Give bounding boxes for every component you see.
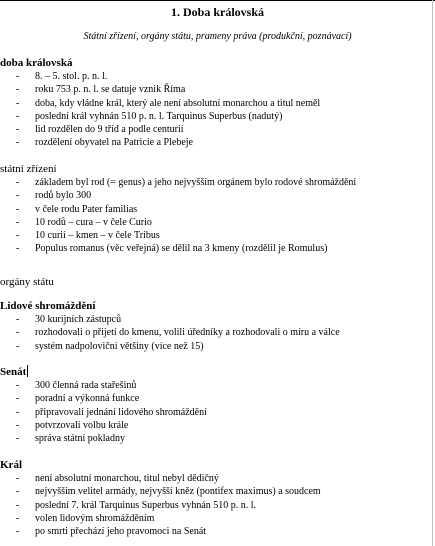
list-item: - základem byl rod (= genus) a jeho nejvyšším orgánem bylo rodové shromáždění	[16, 177, 357, 188]
section-heading: Lidové shromáždění	[0, 300, 96, 312]
section-heading: Král	[0, 459, 22, 471]
list-item: - 10 curií – kmen – v čele Tribus	[16, 230, 160, 242]
list-item: - 8. – 5. stol. p. n. l.	[16, 71, 108, 82]
section-heading: státní zřízení	[0, 163, 57, 175]
list-item: - není absolutní monarchou, titul nebyl dědičný	[16, 473, 219, 484]
list-item: - roku 753 p. n. l. se datuje vznik Říma	[16, 84, 186, 96]
list-marker: -	[16, 216, 20, 228]
list-item: - v čele rodu Pater familias	[16, 203, 138, 215]
document-subtitle: Státní zřízení, orgány státu, prameny práva (produkční, poznávací)	[83, 31, 352, 42]
section-doba-kralovska	[0, 56, 320, 150]
list-marker: -	[16, 327, 20, 339]
list-marker: -	[16, 419, 20, 431]
section-list	[0, 313, 340, 353]
list-marker: -	[16, 406, 20, 418]
list-marker: -	[16, 97, 20, 109]
list-marker: -	[16, 230, 20, 242]
list-marker: -	[16, 190, 20, 202]
list-item: - systém nadpoloviční většiny (více než 15)	[16, 340, 204, 352]
section-list	[0, 379, 207, 445]
list-item: - rozhodovali o přijetí do kmenu, volili úředníky a rozhodovali o míru a válce	[16, 327, 340, 339]
section-list	[0, 176, 356, 256]
section-senat	[0, 365, 207, 445]
list-item: - potvrzovali volbu krále	[16, 419, 129, 431]
list-marker: -	[16, 124, 20, 136]
page-right-edge	[432, 0, 433, 546]
document-title: 1. Doba královská	[170, 5, 265, 19]
page-top-border	[0, 0, 435, 1]
list-item: - poslední 7. král Tarquinus Superbus vyhnán 510 p. n. l.	[16, 499, 257, 511]
list-marker: -	[16, 314, 20, 325]
list-marker: -	[16, 110, 20, 122]
text-cursor	[27, 365, 28, 377]
list-marker: -	[16, 243, 20, 255]
list-item: - poslední král vyhnán 510 p. n. l. Tarquinus Superbus (nadutý)	[16, 110, 283, 122]
list-item: - rozdělení obyvatel na Patricie a Plebeje	[16, 137, 193, 149]
list-item: - lid rozdělen do 9 tříd a podle centurií	[16, 124, 184, 136]
list-item: - 300 členná rada stařešinů	[16, 380, 137, 391]
list-marker: -	[16, 486, 20, 498]
section-statni-zrizeni	[0, 162, 356, 256]
list-marker: -	[16, 433, 20, 445]
list-item: - správa státní pokladny	[16, 433, 125, 445]
list-marker: -	[16, 177, 20, 188]
section-kral	[0, 458, 321, 538]
list-marker: -	[16, 473, 20, 484]
list-item: - připravovali jednání lidového shromáždění	[16, 406, 207, 418]
list-item: - nejvyšším velitel armády, nejvyšší kněz (pontifex maximus) a soudcem	[16, 486, 321, 498]
section-lidove-shromazdeni	[0, 299, 340, 353]
section-heading: doba královská	[0, 57, 73, 69]
list-item: - rodů bylo 300	[16, 190, 92, 202]
list-marker: -	[16, 71, 20, 82]
list-item: - Populus romanus (věc veřejná) se dělil na 3 kmeny (rozdělil je Romulus)	[16, 243, 328, 255]
list-item: - 10 rodů – cura – v čele Curio	[16, 216, 152, 228]
section-list	[0, 472, 321, 538]
list-marker: -	[16, 393, 20, 405]
list-marker: -	[16, 499, 20, 511]
list-marker: -	[16, 340, 20, 352]
section-organy-statu	[0, 275, 54, 289]
list-marker: -	[16, 512, 20, 524]
list-marker: -	[16, 137, 20, 149]
list-marker: -	[16, 84, 20, 96]
section-heading: orgány státu	[0, 276, 54, 288]
list-marker: -	[16, 380, 20, 391]
list-item: - 30 kurijních zástupců	[16, 314, 122, 325]
list-marker: -	[16, 526, 20, 538]
section-list	[0, 70, 320, 150]
list-marker: -	[16, 203, 20, 215]
list-item: - poradní a výkonná funkce	[16, 393, 140, 405]
section-heading: Senát	[0, 366, 27, 378]
list-item: - doba, kdy vládne král, který ale není absolutní monarchou a titul neměl	[16, 97, 321, 109]
list-item: - volen lidovým shromážděním	[16, 512, 155, 524]
list-item: - po smrti přechází jeho pravomoci na Senát	[16, 526, 207, 538]
